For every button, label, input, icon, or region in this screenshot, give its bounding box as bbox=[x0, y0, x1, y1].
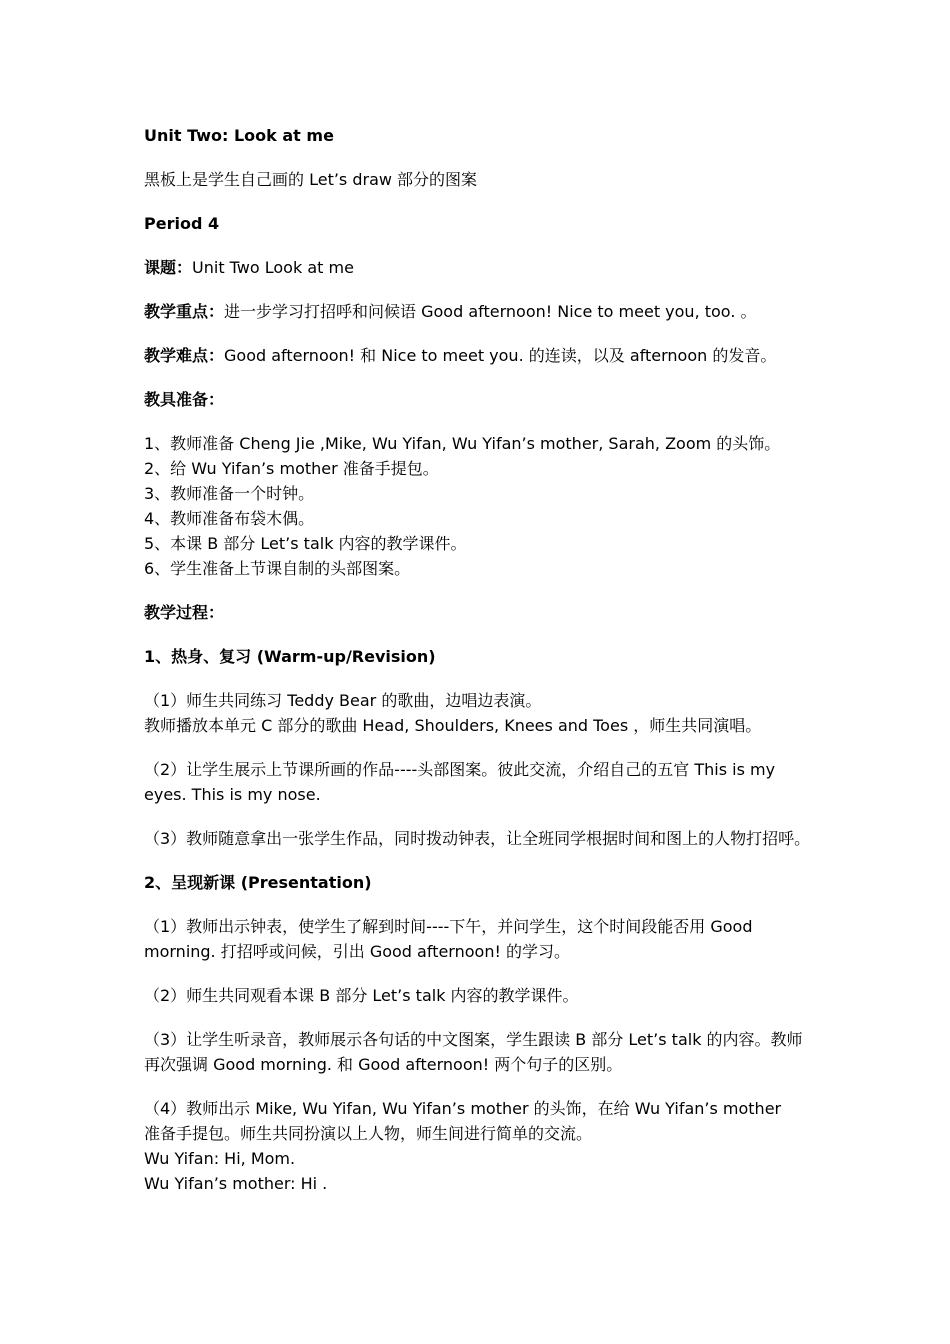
blackboard-note: 黑板上是学生自己画的 Let’s draw 部分的图案 bbox=[144, 170, 478, 189]
topic-line bbox=[144, 258, 354, 278]
tools-item: 1、教师准备 Cheng Jie ,Mike, Wu Yifan, Wu Yifan’s mother, Sarah, Zoom 的头饰。 bbox=[144, 434, 781, 453]
tools-heading: 教具准备： bbox=[144, 390, 225, 409]
section2-paragraph-line: （4）教师出示 Mike, Wu Yifan, Wu Yifan’s mother 的头饰，在给 Wu Yifan’s mother bbox=[144, 1099, 782, 1118]
topic-label: 课题： bbox=[144, 258, 193, 277]
section2-paragraph-line: （3）让学生听录音，教师展示各句话的中文图案，学生跟读 B 部分 Let’s talk 的内容。教师 bbox=[144, 1030, 803, 1049]
section2-heading: 2、呈现新课 (Presentation) bbox=[144, 873, 372, 892]
tools-item: 3、教师准备一个时钟。 bbox=[144, 484, 315, 503]
difficulty-value: Good afternoon! 和 Nice to meet you. 的连读，以及 afternoon 的发音。 bbox=[224, 346, 777, 365]
tools-item: 6、学生准备上节课自制的头部图案。 bbox=[144, 559, 411, 578]
section1-paragraph-line: 教师播放本单元 C 部分的歌曲 Head, Shoulders, Knees and Toes ，师生共同演唱。 bbox=[144, 716, 762, 735]
tools-item: 2、给 Wu Yifan’s mother 准备手提包。 bbox=[144, 459, 439, 478]
section2-paragraph-line: morning. 打招呼或问候，引出 Good afternoon! 的学习。 bbox=[144, 942, 570, 961]
focus-label: 教学重点： bbox=[144, 302, 225, 321]
section2-paragraph-line: 再次强调 Good morning. 和 Good afternoon! 两个句子的区别。 bbox=[144, 1055, 623, 1074]
tools-item: 5、本课 B 部分 Let’s talk 内容的教学课件。 bbox=[144, 534, 467, 553]
dialogue-line: Wu Yifan’s mother: Hi . bbox=[144, 1174, 328, 1193]
difficulty-label: 教学难点： bbox=[144, 346, 225, 365]
section2-paragraph-line: 准备手提包。师生共同扮演以上人物，师生间进行简单的交流。 bbox=[144, 1124, 593, 1143]
tools-item: 4、教师准备布袋木偶。 bbox=[144, 509, 315, 528]
document-title: Unit Two: Look at me bbox=[144, 126, 334, 145]
process-heading: 教学过程： bbox=[144, 603, 225, 622]
focus-line bbox=[144, 302, 757, 322]
difficulty-line bbox=[144, 346, 776, 366]
period-label: Period 4 bbox=[144, 214, 220, 233]
dialogue-line: Wu Yifan: Hi, Mom. bbox=[144, 1149, 296, 1168]
section1-paragraph-line: （2）让学生展示上节课所画的作品----头部图案。彼此交流，介绍自己的五官 This is my bbox=[144, 760, 776, 779]
section1-paragraph-line: （1）师生共同练习 Teddy Bear 的歌曲，边唱边表演。 bbox=[144, 691, 542, 710]
section1-paragraph-line: （3）教师随意拿出一张学生作品，同时拨动钟表，让全班同学根据时间和图上的人物打招呼。 bbox=[144, 829, 811, 848]
focus-value: 进一步学习打招呼和问候语 Good afternoon! Nice to meet you, too. 。 bbox=[224, 302, 757, 321]
topic-value: Unit Two Look at me bbox=[192, 258, 354, 277]
section1-paragraph-line: eyes. This is my nose. bbox=[144, 785, 321, 804]
section2-paragraph-line: （2）师生共同观看本课 B 部分 Let’s talk 内容的教学课件。 bbox=[144, 986, 579, 1005]
section1-heading: 1、热身、复习 (Warm-up/Revision) bbox=[144, 647, 436, 666]
section2-paragraph-line: （1）教师出示钟表，使学生了解到时间----下午，并问学生，这个时间段能否用 Good bbox=[144, 917, 753, 936]
